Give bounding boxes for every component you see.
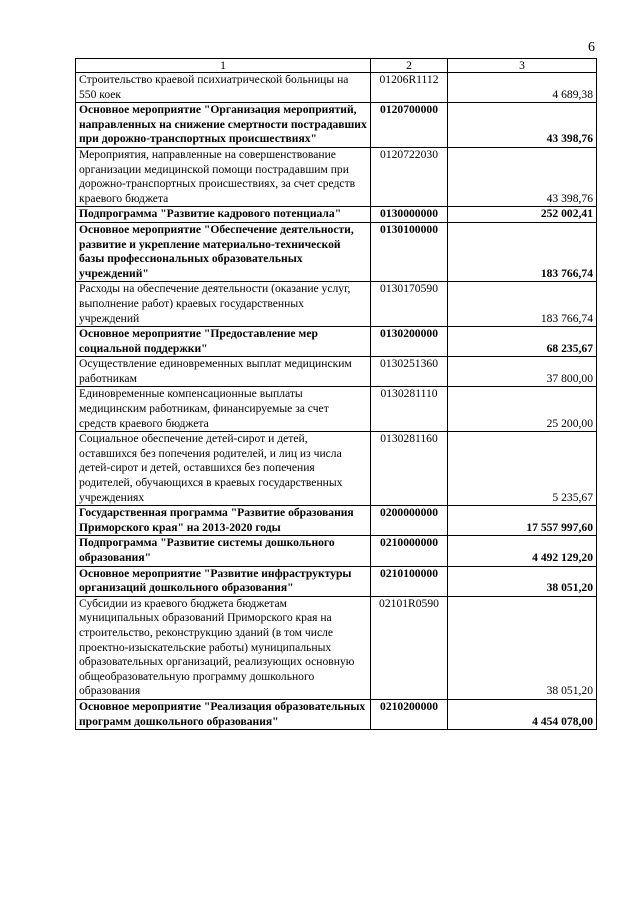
table-row (76, 506, 597, 536)
table-row (76, 596, 597, 699)
row-name-cell: Основное мероприятие "Развитие инфраструктуры организаций дошкольного образования" (76, 566, 371, 596)
header-col-2: 2 (371, 59, 448, 73)
budget-table (75, 58, 597, 730)
table-row (76, 387, 597, 432)
row-name-cell: Основное мероприятие "Реализация образовательных программ дошкольного образования" (76, 699, 371, 729)
row-amount-cell: 68 235,67 (448, 327, 597, 357)
table-row (76, 207, 597, 223)
row-amount-cell: 25 200,00 (448, 387, 597, 432)
row-name-cell: Строительство краевой психиатрической больницы на 550 коек (76, 73, 371, 103)
row-name-cell: Мероприятия, направленные на совершенствование организации медицинской помощи пострадавшим при дорожно-транспортных происшествиях, за счет средств краевого бюджета (76, 147, 371, 206)
header-col-3: 3 (448, 59, 597, 73)
table-row (76, 432, 597, 506)
row-code-cell: 0120700000 (371, 103, 448, 148)
header-col-1: 1 (76, 59, 371, 73)
row-amount-cell: 43 398,76 (448, 103, 597, 148)
row-name-cell: Подпрограмма "Развитие кадрового потенциала" (76, 207, 371, 223)
row-name-cell: Основное мероприятие "Организация мероприятий, направленных на снижение смертности пострадавших при дорожно-транспортных происшествиях" (76, 103, 371, 148)
row-amount-cell: 183 766,74 (448, 282, 597, 327)
row-code-cell: 0130281160 (371, 432, 448, 506)
table-row (76, 282, 597, 327)
table-row (76, 73, 597, 103)
table-row (76, 147, 597, 206)
row-code-cell: 0130000000 (371, 207, 448, 223)
row-amount-cell: 37 800,00 (448, 357, 597, 387)
table-row (76, 222, 597, 281)
row-name-cell: Социальное обеспечение детей-сирот и детей, оставшихся без попечения родителей, и лиц из числа детей-сирот и детей, оставшихся без попечения родителей, обучающихся в краевых государственных учреждениях (76, 432, 371, 506)
row-code-cell: 0210000000 (371, 536, 448, 566)
table-row (76, 357, 597, 387)
table-row (76, 327, 597, 357)
row-amount-cell: 43 398,76 (448, 147, 597, 206)
row-code-cell: 01206R1112 (371, 73, 448, 103)
row-name-cell: Расходы на обеспечение деятельности (оказание услуг, выполнение работ) краевых государственных учреждений (76, 282, 371, 327)
row-amount-cell: 4 454 078,00 (448, 699, 597, 729)
row-code-cell: 0200000000 (371, 506, 448, 536)
table-row (76, 566, 597, 596)
row-amount-cell: 17 557 997,60 (448, 506, 597, 536)
row-code-cell: 0130100000 (371, 222, 448, 281)
table-row (76, 699, 597, 729)
row-name-cell: Субсидии из краевого бюджета бюджетам муниципальных образований Приморского края на строительство, реконструкцию зданий (в том числе проектно-изыскательские работы) муниципальных образовательных организаций, реализующих основную общеобразовательную программу дошкольного образования (76, 596, 371, 699)
row-name-cell: Государственная программа "Развитие образования Приморского края" на 2013-2020 годы (76, 506, 371, 536)
page-number: 6 (588, 40, 595, 55)
row-amount-cell: 4 492 129,20 (448, 536, 597, 566)
row-code-cell: 0130200000 (371, 327, 448, 357)
row-name-cell: Единовременные компенсационные выплаты медицинским работникам, финансируемые за счет средств краевого бюджета (76, 387, 371, 432)
table-header-row (76, 59, 597, 73)
row-amount-cell: 252 002,41 (448, 207, 597, 223)
row-amount-cell: 38 051,20 (448, 596, 597, 699)
row-name-cell: Основное мероприятие "Обеспечение деятельности, развитие и укрепление материально-технической базы профессиональных образовательных учреждений" (76, 222, 371, 281)
row-name-cell: Основное мероприятие "Предоставление мер социальной поддержки" (76, 327, 371, 357)
row-name-cell: Подпрограмма "Развитие системы дошкольного образования" (76, 536, 371, 566)
row-code-cell: 0130251360 (371, 357, 448, 387)
row-name-cell: Осуществление единовременных выплат медицинским работникам (76, 357, 371, 387)
row-amount-cell: 183 766,74 (448, 222, 597, 281)
row-code-cell: 02101R0590 (371, 596, 448, 699)
row-amount-cell: 4 689,38 (448, 73, 597, 103)
row-code-cell: 0120722030 (371, 147, 448, 206)
table-row (76, 103, 597, 148)
table-row (76, 536, 597, 566)
row-code-cell: 0210200000 (371, 699, 448, 729)
row-code-cell: 0210100000 (371, 566, 448, 596)
row-amount-cell: 5 235,67 (448, 432, 597, 506)
row-code-cell: 0130281110 (371, 387, 448, 432)
row-amount-cell: 38 051,20 (448, 566, 597, 596)
row-code-cell: 0130170590 (371, 282, 448, 327)
